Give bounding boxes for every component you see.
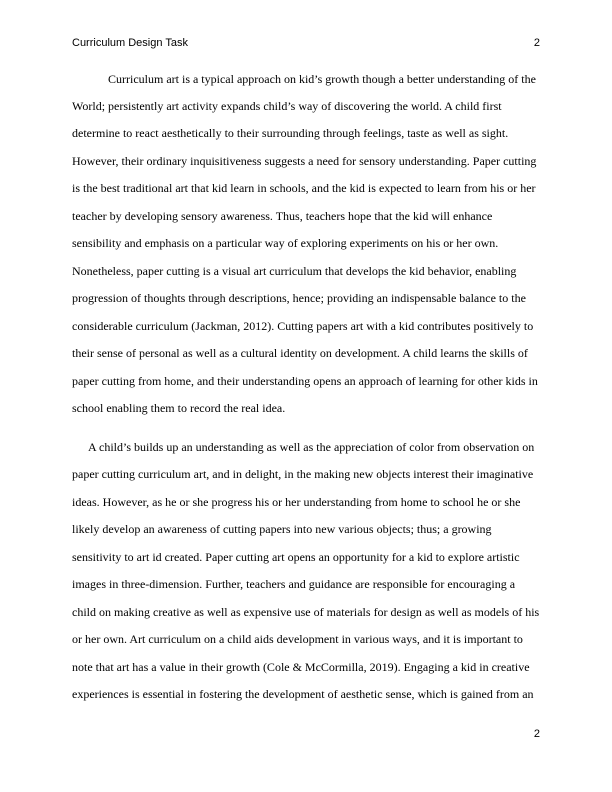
paragraph-1-line: school enabling them to record the real idea. — [72, 401, 286, 415]
paragraph-1-line: Nonetheless, paper cutting is a visual art curriculum that develops the kid behavior, enabling — [72, 264, 517, 278]
paragraph-1-line: their sense of personal as well as a cultural identity on development. A child learns the skills of — [72, 346, 528, 360]
paragraph-1-line: sensibility and emphasis on a particular way of exploring experiments on his or her own. — [72, 236, 499, 250]
paragraph-2-line: paper cutting curriculum art, and in delight, in the making new objects interest their imaginative — [72, 467, 534, 481]
paragraph-2-line: images in three-dimension. Further, teachers and guidance are responsible for encouraging a — [72, 577, 516, 591]
paragraph-1-line: Curriculum art is a typical approach on kid’s growth though a better understanding of the — [108, 72, 536, 86]
header-page-number: 2 — [533, 37, 540, 49]
paragraph-1-line: determine to react aesthetically to their surrounding through feelings, taste as well as sight. — [72, 126, 509, 140]
paragraph-1-line: World; persistently art activity expands child’s way of discovering the world. A child first — [72, 99, 502, 113]
paragraph-2-line: note that art has a value in their growth (Cole & McCormilla, 2019). Engaging a kid in creative — [72, 660, 530, 674]
paragraph-1-line: paper cutting from home, and their understanding opens an approach of learning for other kids in — [72, 374, 538, 388]
paragraph-2-line: sensitivity to art id created. Paper cutting art opens an opportunity for a kid to explore artistic — [72, 550, 520, 564]
running-head: Curriculum Design Task — [72, 37, 188, 49]
paragraph-2-line: likely develop an awareness of cutting papers into new various objects; thus; a growing — [72, 522, 492, 536]
paragraph-2-line: child on making creative as well as expensive use of materials for design as well as models of his — [72, 605, 540, 619]
paragraph-1-line: is the best traditional art that kid learn in schools, and the kid is expected to learn from his or her — [72, 181, 536, 195]
paragraph-1-line: However, their ordinary inquisitiveness suggests a need for sensory understanding. Paper cutting — [72, 154, 537, 168]
paragraph-1-line: teacher by developing sensory awareness. Thus, teachers hope that the kid will enhance — [72, 209, 493, 223]
paragraph-1-line: considerable curriculum (Jackman, 2012). Cutting papers art with a kid contributes positively to — [72, 319, 534, 333]
paragraph-1-line: progression of thoughts through descriptions, hence; providing an indispensable balance to the — [72, 291, 526, 305]
paragraph-2-line: ideas. However, as he or she progress his or her understanding from home to school he or she — [72, 495, 521, 509]
footer-page-number: 2 — [533, 728, 540, 740]
paragraph-2-line: or her own. Art curriculum on a child aids development in various ways, and it is important to — [72, 632, 523, 646]
paragraph-2-line: A child’s builds up an understanding as well as the appreciation of color from observation on — [88, 440, 535, 454]
paragraph-2-line: experiences is essential in fostering the development of aesthetic sense, which is gained from an — [72, 687, 534, 701]
